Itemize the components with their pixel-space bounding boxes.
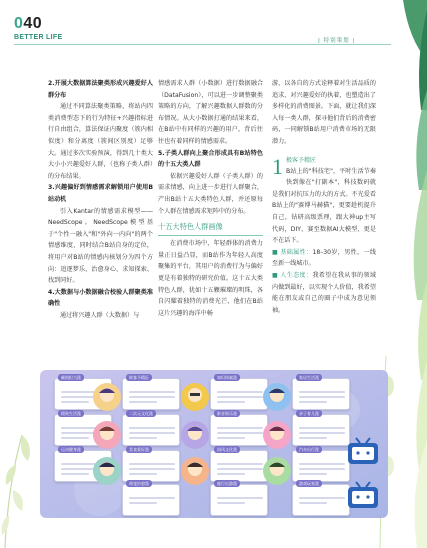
text-column-2 [158, 78, 263, 319]
group-card-tab: 亲子育儿派 [296, 410, 322, 417]
group-description: B站上的"科技宅"，平时生活节奏快到像在"打副本"，科技数码就是我们对抗压力的大的方式。不光爱看B站上的"赛博马赫猫"，更要趁机提升自己，钻研高级票理，跟大神up主写代码，DIY，赛至数据AI大模型，更是不在话下。 [272, 167, 376, 245]
bilibili-tv-mascot-icon [346, 480, 380, 510]
bullet-label: ■ 基础属性： [272, 248, 313, 256]
section-label: | 特别策划 | [318, 38, 356, 44]
text-column-3 [272, 78, 376, 316]
col2-paragraph: 在消费市场中，年轻群体的消费力量正日益凸显，而B站作为年轻人高度聚集的平台，其用户的消费行为与偏好更是有着独特的研究价值。这十五大类特色人群，犹如十五颗璀璨的明珠，各自闪耀着独特的消费光芒，他们在B站这片兴趣的海洋中畅 [158, 240, 263, 317]
group-card-tab: 精致生活派 [58, 410, 84, 417]
group-card [292, 481, 350, 516]
group-title: 极客予精匠 [286, 156, 317, 164]
bullet-text: 18–30岁，男性，一线至新一线城市。 [272, 248, 376, 268]
group-card [122, 447, 180, 482]
group-card-tab: 影音娱乐派 [214, 410, 240, 417]
group-card [122, 481, 180, 516]
col1-paragraph: 引入Kantar的情感需求模型——NeedScope。NeedScope模型基于"个性一融入"和"外向一内向"的两个情感维度，同时结合B站自身的定位，将用户对B站的情感内核划分为四个方向：追逐梦乐、治愈身心、求知探索、找到同好。 [48, 207, 153, 285]
group-card-tab: 运动健身派 [58, 446, 84, 453]
col1-heading-3: 3.兴趣偏好到情感需求解锁用户使用B站动机 [48, 184, 153, 203]
group-number: 1 [272, 153, 283, 179]
character-avatar [180, 456, 210, 486]
character-avatar [92, 382, 122, 412]
character-avatar [180, 420, 210, 450]
col2-paragraph: 情感需求人群（小数据）进行数据融合（DataFusion），可以进一步调整聚类策略的方向，了解兴趣数据人群数的分布情况。从大小数据打通的结果来看，在B站中有同样的兴趣的用户，背后往往也有着同样的情感需求。 [158, 80, 263, 145]
bullet-life-attitude [272, 270, 376, 316]
section-heading-fifteen-groups: 十五大特色人群画像 [158, 221, 263, 236]
group-card-tab: 颜值担当派 [58, 374, 84, 381]
group-card [210, 481, 268, 516]
character-avatar [92, 420, 122, 450]
bullet-label: ■ 人生态度： [272, 271, 313, 279]
group-card [210, 411, 268, 446]
group-card-tab: 家居生活派 [296, 374, 322, 381]
bullet-basic-attributes [272, 247, 376, 270]
text-column-1 [48, 78, 153, 321]
group-card-tab: 极客予精匠 [126, 374, 152, 381]
group-card [122, 411, 180, 446]
group-card-tab: 游戏玩家派 [296, 480, 322, 487]
col2-paragraph: 依据兴趣爱好人群（子类人群）的需求情感，向上进一步进行人群聚合，产出B站十五大类特色人群，并还原每个人群在情感需求矩阵中的分布。 [158, 172, 263, 215]
group-card [292, 447, 350, 482]
group-card-tab: 知识探索派 [214, 374, 240, 381]
group-card [210, 447, 268, 482]
group-card [292, 411, 350, 446]
col2-heading-5: 5.子类人群向上聚合形成具有B站特色的十五大类人群 [158, 149, 263, 169]
character-avatar [262, 382, 292, 412]
bullet-text: 我希望在我从事的领域内做到最好，以实现个人价值，我希望能在朋友或自己的圈子中成为意见领袖。 [272, 271, 377, 314]
page-number-rest: 40 [23, 15, 43, 32]
group-card-tab: 国风文化派 [214, 446, 240, 453]
group-card [122, 375, 180, 410]
col1-heading-2: 2.开展大数据算法聚类形成兴趣爱好人群分布 [48, 80, 153, 99]
col1-heading-4: 4.大数据与小数据融合校验人群聚类准确性 [48, 288, 153, 308]
character-avatar [92, 456, 122, 486]
group-card-tab: 旅行出游派 [214, 480, 240, 487]
col1-paragraph: 通过将兴趣人群（大数据）与 [60, 311, 140, 319]
page-number [14, 15, 42, 33]
group-card-tab: 萌宠治愈派 [126, 480, 152, 487]
character-avatar [262, 456, 292, 486]
group-1-item [272, 153, 376, 247]
fifteen-groups-banner [40, 370, 388, 518]
col3-paragraph: 游，以各自的方式诠释着对生活品质的追求、对兴趣爱好的执着，也塑造出了多样化的消费图景。下面，就让我们深入每一类人群，探寻他们背后的消费密码，一同解锁B站用户消费市场的无限潜力。 [272, 80, 376, 145]
group-card-tab: 美食爱好派 [126, 446, 152, 453]
page-number-prefix: 0 [14, 15, 24, 32]
group-card [292, 375, 350, 410]
col1-paragraph: 通过不同算法聚类策略，将站内四类消费型态下的行为特征+兴趣指标进行自由组合，算法保证内聚度（簇内相似度）和分离度（簇间区别度）足够大。通过多次实验预演，得到几十类大大小小兴趣爱好人群，（也称子类人群）的分布结果。 [48, 103, 153, 180]
magazine-name: BETTER LIFE [14, 34, 63, 41]
character-avatar [180, 382, 210, 412]
group-card-tab: 汽车出行派 [296, 446, 322, 453]
bilibili-tv-mascot-icon [346, 436, 380, 466]
header-rule [14, 44, 391, 45]
group-card [210, 375, 268, 410]
group-card-tab: 二次元文化派 [126, 410, 156, 417]
character-avatar [262, 420, 292, 450]
leaf-decoration-left [0, 395, 40, 548]
